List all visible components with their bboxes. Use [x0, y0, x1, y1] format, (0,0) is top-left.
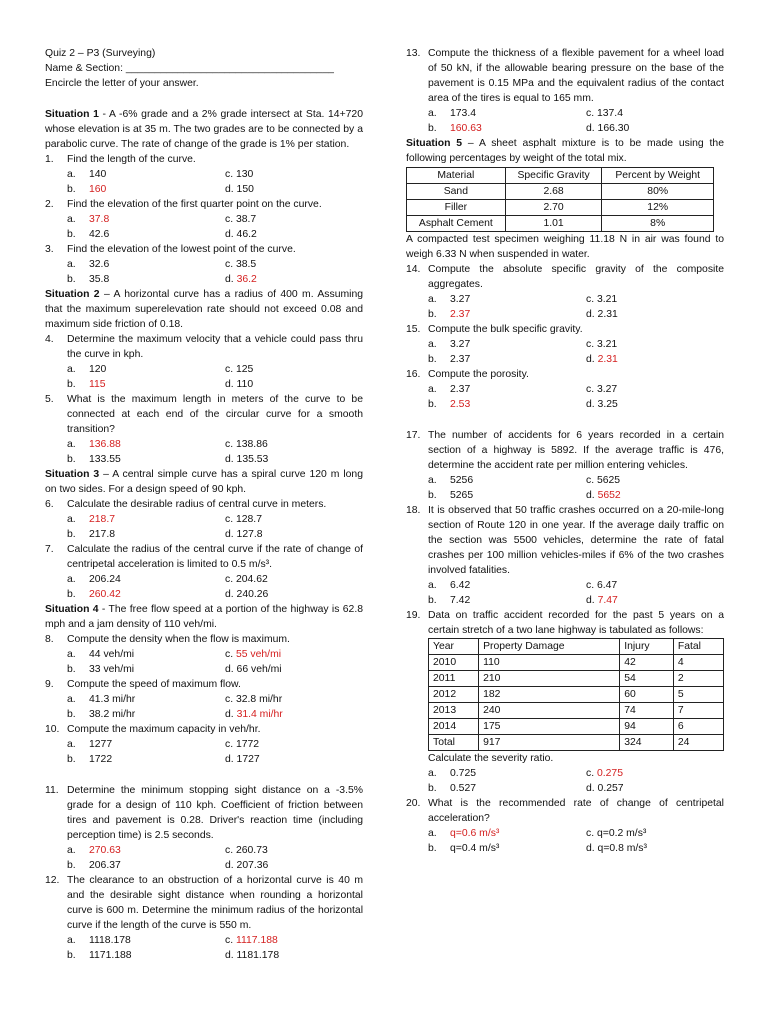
option-a[interactable]: a. 32.6: [67, 259, 110, 270]
question-10: 10. Compute the maximum capacity in veh/hr.: [45, 724, 261, 735]
option-c[interactable]: c. 32.8 mi/hr: [225, 694, 283, 705]
options-row: [45, 527, 363, 542]
table-header: Material: [407, 168, 506, 184]
table-row: [429, 687, 724, 703]
options-row: [45, 362, 363, 377]
situation-4: Situation 4 - The free flow speed at a portion of the highway is 62.8 mph and a jam density of 110 veh/mi.: [45, 604, 363, 630]
options-row: [45, 948, 363, 963]
table-cell: 917: [479, 735, 620, 751]
option-a[interactable]: a. 270.63: [67, 845, 121, 856]
option-b[interactable]: b. 7.42: [428, 595, 471, 606]
table-cell: 110: [479, 655, 620, 671]
option-a[interactable]: a. 120: [67, 364, 107, 375]
options-row: [406, 781, 724, 796]
table-cell: 8%: [602, 216, 714, 232]
option-a[interactable]: a. 3.27: [428, 294, 471, 305]
question-19: 19. Data on traffic accident recorded for the past 5 years on a certain stretch of a two lane highway is tabulated as follows:: [406, 610, 724, 636]
option-c[interactable]: c. 3.27: [586, 384, 618, 395]
option-b[interactable]: b. 2.37: [428, 354, 471, 365]
table-cell: 54: [620, 671, 674, 687]
question-1: 1. Find the length of the curve.: [45, 154, 196, 165]
option-a[interactable]: a. 1277: [67, 739, 113, 750]
table-cell: 240: [479, 703, 620, 719]
question-18: 18. It is observed that 50 traffic crashes occurred on a 20-mile-long section of Route 120 in one year. If the average daily traffic on the section was 5500 vehicles, determine the rate of fatal crashes per 100 million vehicles-miles if 6% of the two crashes involved fatalities.: [406, 505, 724, 576]
correct-answer: 115: [89, 379, 106, 390]
options-row: [406, 473, 724, 488]
table-cell: Sand: [407, 184, 506, 200]
option-c[interactable]: c. 38.7: [225, 214, 257, 225]
option-a[interactable]: a. 140: [67, 169, 107, 180]
option-b[interactable]: b. 35.8: [67, 274, 110, 285]
option-d[interactable]: d. 1727: [225, 754, 260, 765]
options-row: [45, 752, 363, 767]
option-c[interactable]: c. 1772: [225, 739, 260, 750]
correct-answer: 1117.188: [235, 935, 278, 946]
left-column: [45, 46, 363, 963]
option-d[interactable]: d. 0.257: [586, 783, 624, 794]
options-row: [406, 766, 724, 781]
option-a[interactable]: a. 37.8: [67, 214, 110, 225]
question-7: 7. Calculate the radius of the central curve if the rate of change of centripetal acceleration is limited to 0.5 m/s³.: [45, 544, 363, 570]
options-row: [45, 377, 363, 392]
option-a[interactable]: a. 173.4: [428, 108, 477, 119]
options-row: [45, 452, 363, 467]
options-row: [45, 707, 363, 722]
options-row: [45, 858, 363, 873]
table-cell: 2013: [429, 703, 479, 719]
option-b[interactable]: b. 260.42: [67, 589, 121, 600]
option-a[interactable]: a. 44 veh/mi: [67, 649, 135, 660]
options-row: [406, 106, 724, 121]
table-cell: 5: [673, 687, 723, 703]
options-row: [406, 397, 724, 412]
table-cell: 80%: [602, 184, 714, 200]
options-row: [406, 337, 724, 352]
option-b[interactable]: b. 33 veh/mi: [67, 664, 135, 675]
option-c[interactable]: c. 204.62: [225, 574, 268, 585]
question-15: 15. Compute the bulk specific gravity.: [406, 324, 583, 335]
situation-5: Situation 5 – A sheet asphalt mixture is to be made using the following percentages by weight of the total mix.: [406, 138, 724, 164]
question-14: 14. Compute the absolute specific gravity of the composite aggregates.: [406, 264, 724, 290]
question-5: 5. What is the maximum length in meters of the curve to be connected at each end of the circular curve for a smooth transition?: [45, 394, 363, 435]
table-cell: 2014: [429, 719, 479, 735]
correct-answer: q=0.6 m/s³: [450, 828, 500, 839]
options-row: [45, 437, 363, 452]
option-d[interactable]: d. 5652: [586, 490, 621, 501]
option-b[interactable]: b. 38.2 mi/hr: [67, 709, 136, 720]
situation-1: Situation 1 - A -6% grade and a 2% grade intersect at Sta. 14+720 whose elevation is at 35 m. The two grades are to be connected by a parabolic curve. The rate of change of the grade is 1% per station.: [45, 109, 363, 150]
table-cell: 175: [479, 719, 620, 735]
question-8: 8. Compute the density when the flow is maximum.: [45, 634, 290, 645]
options-row: [406, 826, 724, 841]
table-cell: 6: [673, 719, 723, 735]
table-header-row: [429, 639, 724, 655]
option-c[interactable]: c. 3.21: [586, 339, 618, 350]
option-c[interactable]: c. 130: [225, 169, 254, 180]
options-row: [45, 227, 363, 242]
correct-answer: 36.2: [236, 274, 257, 285]
question-17: 17. The number of accidents for 6 years recorded in a certain section of a highway is 5892. If the average traffic is 476, determine the accident rate per million entering vehicles.: [406, 430, 724, 471]
correct-answer: 260.42: [89, 589, 121, 600]
option-b[interactable]: b. 2.53: [428, 399, 471, 410]
option-c[interactable]: c. 138.86: [225, 439, 268, 450]
correct-answer: 160: [89, 184, 107, 195]
options-row: [45, 933, 363, 948]
correct-answer: 37.8: [89, 214, 110, 225]
option-c[interactable]: c. 128.7: [225, 514, 262, 525]
options-row: [406, 307, 724, 322]
question-20: 20. What is the recommended rate of change of centripetal acceleration?: [406, 798, 724, 824]
option-d[interactable]: d. 207.36: [225, 860, 269, 871]
option-a[interactable]: a. 206.24: [67, 574, 121, 585]
option-d[interactable]: d. 36.2: [225, 274, 257, 285]
options-row: [45, 843, 363, 858]
option-c[interactable]: c. 260.73: [225, 845, 268, 856]
table-cell: 1.01: [505, 216, 602, 232]
option-c[interactable]: c. q=0.2 m/s³: [586, 828, 647, 839]
option-d[interactable]: d. q=0.8 m/s³: [586, 843, 647, 854]
table-cell: 2.70: [505, 200, 602, 216]
option-c[interactable]: c. 6.47: [586, 580, 618, 591]
question-9: 9. Compute the speed of maximum flow.: [45, 679, 241, 690]
table-header: Percent by Weight: [602, 168, 714, 184]
option-b[interactable]: b. q=0.4 m/s³: [428, 843, 500, 854]
options-row: [406, 488, 724, 503]
table-header: Injury: [620, 639, 674, 655]
option-b[interactable]: b. 1722: [67, 754, 113, 765]
question-2: 2. Find the elevation of the first quarter point on the curve.: [45, 199, 322, 210]
option-a[interactable]: a. 1118.178: [67, 935, 131, 946]
table-header: Fatal: [673, 639, 723, 655]
question-12: 12. The clearance to an obstruction of a horizontal curve is 40 m and the desirable sight distance when rounding a horizontal curve is 600 m. Determine the minimum radius of the horizontal curve if the length of the curve is 550 m.: [45, 875, 363, 931]
option-d[interactable]: d. 7.47: [586, 595, 618, 606]
table-cell: 24: [673, 735, 723, 751]
options-row: [45, 587, 363, 602]
option-d[interactable]: d. 1181.178: [225, 950, 280, 961]
quiz-title: Quiz 2 – P3 (Surveying): [45, 48, 156, 59]
option-d[interactable]: d. 110: [225, 379, 254, 390]
table-cell: 2012: [429, 687, 479, 703]
question-6: 6. Calculate the desirable radius of central curve in meters.: [45, 499, 327, 510]
question-4: 4. Determine the maximum velocity that a vehicle could pass thru the curve in kph.: [45, 334, 363, 360]
option-a[interactable]: a. 5256: [428, 475, 474, 486]
option-a[interactable]: a. 3.27: [428, 339, 471, 350]
specimen-note: A compacted test specimen weighing 11.18 N in air was found to weigh 6.33 N when suspended in water.: [406, 234, 724, 260]
options-row: [45, 647, 363, 662]
table-row: [429, 735, 724, 751]
table-cell: Asphalt Cement: [407, 216, 506, 232]
mix-table: [406, 167, 714, 232]
options-row: [45, 737, 363, 752]
table-row: [429, 671, 724, 687]
option-a[interactable]: a. 6.42: [428, 580, 471, 591]
option-a[interactable]: a. 2.37: [428, 384, 471, 395]
correct-answer: 270.63: [89, 845, 121, 856]
table-cell: 60: [620, 687, 674, 703]
name-section-line: Name & Section: ____________________________________: [45, 63, 334, 74]
correct-answer: 55 veh/mi: [235, 649, 282, 660]
situation-2: Situation 2 – A horizontal curve has a radius of 400 m. Assuming that the maximum superelevation rate should not exceed 0.08 and maximum side friction of 0.18.: [45, 289, 363, 330]
options-row: [45, 692, 363, 707]
question-13: 13. Compute the thickness of a flexible pavement for a wheel load of 50 kN, if the allowable bearing pressure on the base of the pavement is 0.15 MPa and the equivalent radius of the contact area of the tires is equal to 165 mm.: [406, 48, 724, 104]
table-row: [407, 184, 714, 200]
table-cell: 7: [673, 703, 723, 719]
table-cell: 4: [673, 655, 723, 671]
table-cell: Filler: [407, 200, 506, 216]
option-d[interactable]: d. 46.2: [225, 229, 257, 240]
option-a[interactable]: a. 0.725: [428, 768, 477, 779]
table-cell: 2011: [429, 671, 479, 687]
option-c[interactable]: c. 125: [225, 364, 254, 375]
options-row: [45, 512, 363, 527]
option-b[interactable]: b. 217.8: [67, 529, 116, 540]
option-c[interactable]: c. 3.21: [586, 294, 618, 305]
options-row: [406, 382, 724, 397]
situation-3: Situation 3 – A central simple curve has a spiral curve 120 m long on two sides. For a design speed of 90 kph.: [45, 469, 363, 495]
options-row: [406, 352, 724, 367]
correct-answer: 2.31: [597, 354, 618, 365]
table-row: [407, 216, 714, 232]
options-row: [45, 167, 363, 182]
option-c[interactable]: c. 38.5: [225, 259, 257, 270]
option-b[interactable]: b. 0.527: [428, 783, 477, 794]
option-d[interactable]: d. 240.26: [225, 589, 269, 600]
options-row: [406, 593, 724, 608]
table-row: [429, 703, 724, 719]
question-11: 11. Determine the minimum stopping sight distance on a -3.5% grade for a design of 110 kph. Coefficient of friction between tires and pavement is 0.28. Driver's reaction time (including perception time) is 2.5 seconds.: [45, 785, 363, 841]
table-cell: 94: [620, 719, 674, 735]
right-column: [406, 46, 724, 856]
table-cell: 2010: [429, 655, 479, 671]
accident-table: [428, 638, 724, 751]
table-cell: 2: [673, 671, 723, 687]
option-b[interactable]: b. 133.55: [67, 454, 121, 465]
option-d[interactable]: d. 3.25: [586, 399, 618, 410]
options-row: [45, 272, 363, 287]
options-row: [45, 212, 363, 227]
option-c[interactable]: c. 55 veh/mi: [225, 649, 282, 660]
options-row: [45, 572, 363, 587]
table-cell: 12%: [602, 200, 714, 216]
table-cell: 324: [620, 735, 674, 751]
correct-answer: 218.7: [89, 514, 116, 525]
table-cell: 182: [479, 687, 620, 703]
correct-answer: 2.53: [450, 399, 471, 410]
option-c[interactable]: c. 1117.188: [225, 935, 278, 946]
option-d[interactable]: d. 166.30: [586, 123, 630, 134]
option-d[interactable]: d. 135.53: [225, 454, 269, 465]
table-row: [407, 200, 714, 216]
instruction: Encircle the letter of your answer.: [45, 78, 199, 89]
correct-answer: 136.88: [89, 439, 121, 450]
options-row: [406, 121, 724, 136]
table-header-row: [407, 168, 714, 184]
correct-answer: 7.47: [597, 595, 618, 606]
option-b[interactable]: b. 160: [67, 184, 107, 195]
question-3: 3. Find the elevation of the lowest point of the curve.: [45, 244, 296, 255]
option-d[interactable]: d. 66 veh/mi: [225, 664, 282, 675]
option-c[interactable]: c. 5625: [586, 475, 621, 486]
option-b[interactable]: b. 160.63: [428, 123, 482, 134]
option-a[interactable]: a. 136.88: [67, 439, 121, 450]
table-cell: 210: [479, 671, 620, 687]
options-row: [45, 257, 363, 272]
table-cell: 2.68: [505, 184, 602, 200]
table-header: Property Damage: [479, 639, 620, 655]
option-c[interactable]: c. 0.275: [586, 768, 623, 779]
options-row: [406, 578, 724, 593]
option-a[interactable]: a. 41.3 mi/hr: [67, 694, 136, 705]
question-16: 16. Compute the porosity.: [406, 369, 529, 380]
table-cell: 74: [620, 703, 674, 719]
option-b[interactable]: b. 2.37: [428, 309, 471, 320]
options-row: [406, 841, 724, 856]
option-a[interactable]: a. 218.7: [67, 514, 116, 525]
option-b[interactable]: b. 115: [67, 379, 106, 390]
correct-answer: 160.63: [450, 123, 482, 134]
options-row: [45, 182, 363, 197]
option-b[interactable]: b. 206.37: [67, 860, 121, 871]
option-c[interactable]: c. 137.4: [586, 108, 623, 119]
table-row: [429, 719, 724, 735]
option-d[interactable]: d. 2.31: [586, 309, 618, 320]
option-d[interactable]: d. 2.31: [586, 354, 618, 365]
options-row: [406, 292, 724, 307]
table-header: Specific Gravity: [505, 168, 602, 184]
correct-answer: 2.37: [450, 309, 471, 320]
option-d[interactable]: d. 150: [225, 184, 254, 195]
table-header: Year: [429, 639, 479, 655]
option-d[interactable]: d. 31.4 mi/hr: [225, 709, 283, 720]
question-19-prompt: Calculate the severity ratio.: [428, 753, 554, 764]
option-b[interactable]: b. 1171.188: [67, 950, 132, 961]
option-a[interactable]: a. q=0.6 m/s³: [428, 828, 500, 839]
correct-answer: 31.4 mi/hr: [236, 709, 283, 720]
table-cell: 42: [620, 655, 674, 671]
correct-answer: 0.275: [596, 768, 623, 779]
table-cell: Total: [429, 735, 479, 751]
option-b[interactable]: b. 42.6: [67, 229, 110, 240]
option-b[interactable]: b. 5265: [428, 490, 474, 501]
option-d[interactable]: d. 127.8: [225, 529, 263, 540]
correct-answer: 5652: [597, 490, 621, 501]
options-row: [45, 662, 363, 677]
table-row: [429, 655, 724, 671]
